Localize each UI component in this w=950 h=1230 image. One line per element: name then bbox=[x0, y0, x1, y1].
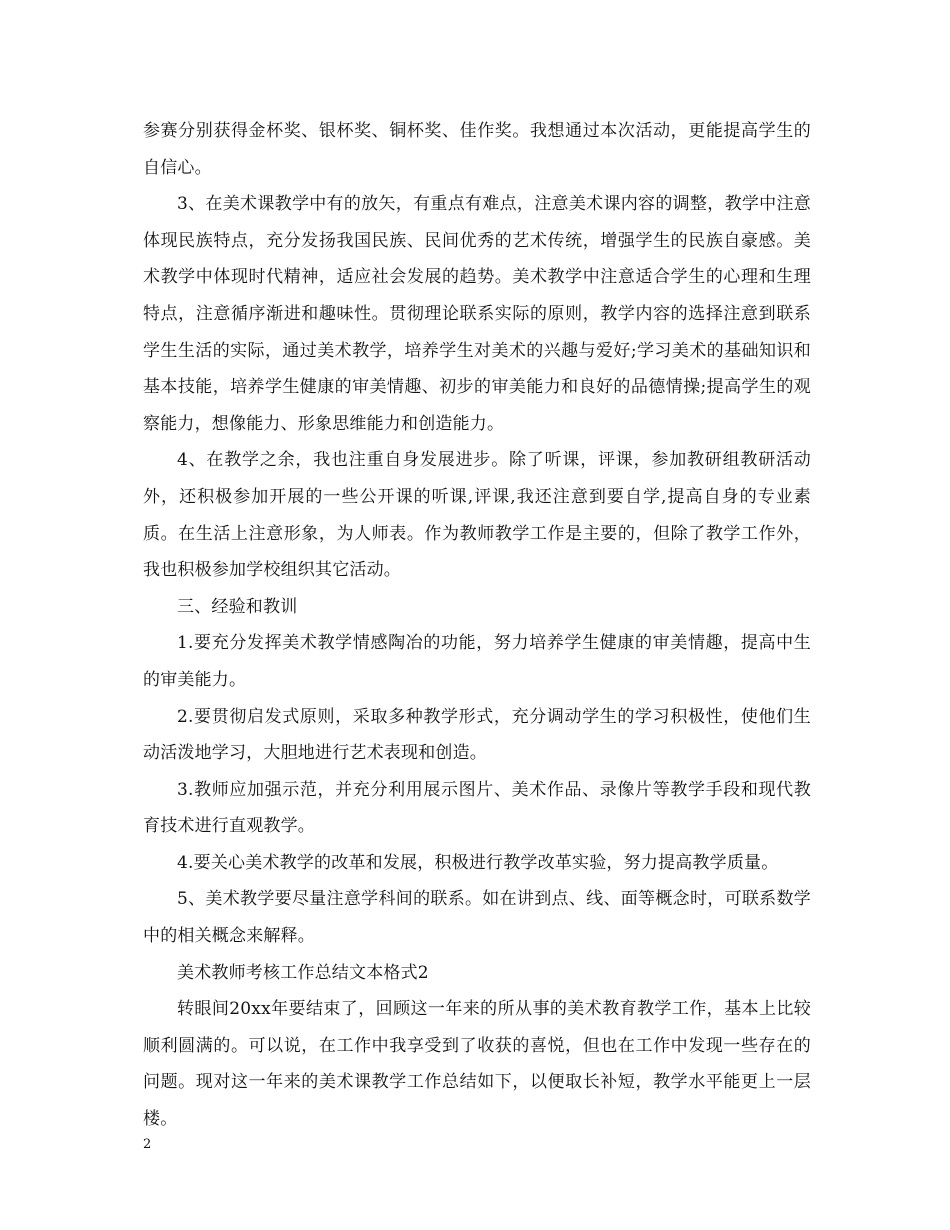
page-number: 2 bbox=[143, 1137, 152, 1152]
section-heading-experience: 三、经验和教训 bbox=[177, 596, 298, 617]
lesson-item-2: 2.要贯彻启发式原则，采取多种教学形式，充分调动学生的学习积极性，使他们生动活泼地学习，大胆地进行艺术表现和创造。 bbox=[143, 706, 811, 764]
paragraph-item-3: 3、在美术课教学中有的放矢，有重点有难点，注意美术课内容的调整，教学中注意体现民族特点，充分发扬我国民族、民间优秀的艺术传统，增强学生的民族自豪感。美术教学中体现时代精神，适应社会发展的趋势。美术教学中注意适合学生的心理和生理特点，注意循序渐进和趣味性。贯彻理论联系实际的原则，教学内容的选择注意到联系学生生活的实际，通过美术教学，培养学生对美术的兴趣与爱好;学习美术的基础知识和基本技能，培养学生健康的审美情趣、初步的审美能力和良好的品德情操;提高学生的观察能力，想像能力、形象思维能力和创造能力。 bbox=[143, 194, 811, 434]
lesson-item-5: 5、美术教学要尽量注意学科间的联系。如在讲到点、线、面等概念时，可联系数学中的相关概念来解释。 bbox=[143, 889, 811, 947]
lesson-item-1: 1.要充分发挥美术教学情感陶冶的功能，努力培养学生健康的审美情趣，提高中生的审美能力。 bbox=[143, 633, 811, 690]
paragraph-intro-2: 转眼间20xx年要结束了，回顾这一年来的所从事的美术教育教学工作，基本上比较顺利圆满的。可以说，在工作中我享受到了收获的喜悦，但也在工作中发现一些存在的问题。现对这一年来的美术课教学工作总结如下，以便取长补短，教学水平能更上一层楼。 bbox=[143, 999, 811, 1130]
article-title-2: 美术教师考核工作总结文本格式2 bbox=[177, 962, 429, 983]
lesson-item-3: 3.教师应加强示范，并充分利用展示图片、美术作品、录像片等教学手段和现代教育技术进行直观教学。 bbox=[143, 779, 811, 837]
lesson-item-4: 4.要关心美术教学的改革和发展，积极进行教学改革实验，努力提高教学质量。 bbox=[177, 852, 779, 873]
paragraph-continuation: 参赛分别获得金杯奖、银杯奖、铜杯奖、佳作奖。我想通过本次活动，更能提高学生的自信心。 bbox=[143, 121, 811, 178]
document-body bbox=[143, 113, 811, 1138]
paragraph-item-4: 4、在教学之余，我也注重自身发展进步。除了听课，评课，参加教研组教研活动外，还积极参加开展的一些公开课的听课,评课,我还注意到要自学,提高自身的专业素质。在生活上注意形象，为人师表。作为教师教学工作是主要的，但除了教学工作外，我也积极参加学校组织其它活动。 bbox=[143, 450, 811, 581]
